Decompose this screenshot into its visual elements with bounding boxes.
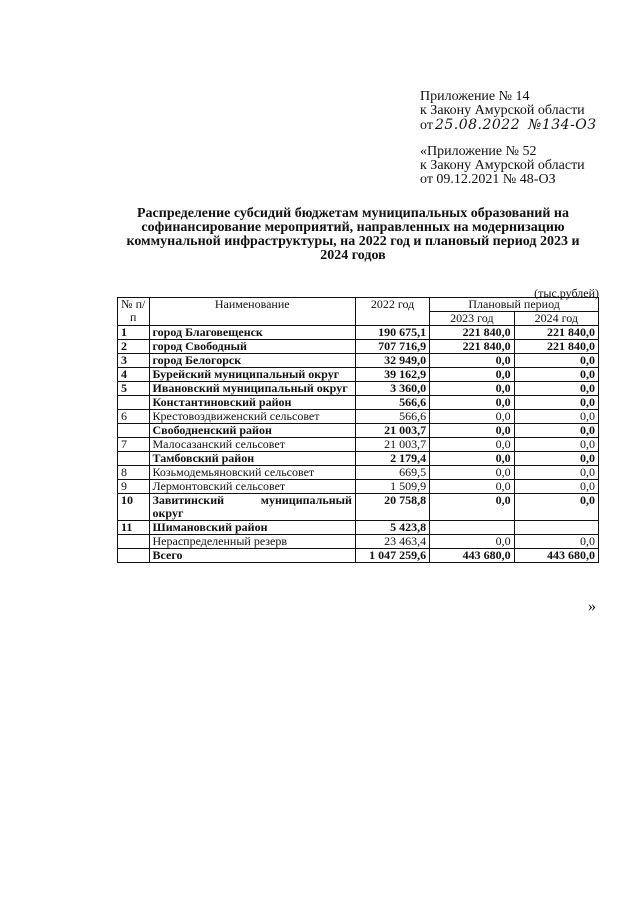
row-value-2022: 5 423,8 (355, 521, 429, 535)
row-value-2023: 0,0 (430, 452, 514, 466)
row-value-2022: 39 162,9 (355, 368, 429, 382)
row-value-2024: 0,0 (514, 452, 598, 466)
handwritten-date: 25.08.2022 (434, 117, 521, 133)
row-num: 8 (118, 466, 150, 480)
row-value-2024: 0,0 (514, 480, 598, 494)
header-num: № п/п (118, 298, 150, 326)
row-value-2024 (514, 521, 598, 535)
row-num: 11 (118, 521, 150, 535)
annex-current-line3 (420, 118, 597, 133)
annex-current-prefix: от (420, 118, 433, 133)
total-value-2023: 443 680,0 (430, 549, 514, 563)
table-row (118, 494, 599, 521)
row-name: город Благовещенск (149, 326, 355, 340)
row-value-2024: 221 840,0 (514, 326, 598, 340)
header-2024: 2024 год (514, 312, 598, 326)
row-value-2023: 0,0 (430, 438, 514, 452)
row-value-2022: 21 003,7 (355, 424, 429, 438)
handwritten-number: №134-ОЗ (528, 117, 597, 133)
table-row (118, 354, 599, 368)
row-name: Тамбовский район (149, 452, 355, 466)
row-num: 6 (118, 410, 150, 424)
table-total-row (118, 549, 599, 563)
row-value-2024: 0,0 (514, 466, 598, 480)
row-value-2023: 0,0 (430, 410, 514, 424)
table-row (118, 396, 599, 410)
header-2022: 2022 год (355, 298, 429, 326)
row-name: Константиновский район (149, 396, 355, 410)
row-name: город Свободный (149, 340, 355, 354)
table-row (118, 382, 599, 396)
annex-current-line1: Приложение № 14 (420, 89, 530, 104)
table-row (118, 340, 599, 354)
row-value-2024: 0,0 (514, 494, 598, 521)
row-value-2022: 2 179,4 (355, 452, 429, 466)
row-value-2022: 32 949,0 (355, 354, 429, 368)
row-name: Завитинский муниципальный округ (149, 494, 355, 521)
units-label: (тыс.рублей) (534, 286, 599, 300)
table-row (118, 480, 599, 494)
row-num: 10 (118, 494, 150, 521)
row-num: 5 (118, 382, 150, 396)
row-value-2022: 707 716,9 (355, 340, 429, 354)
row-name: город Белогорск (149, 354, 355, 368)
row-num (118, 396, 150, 410)
row-name: Нераспределенный резерв (149, 535, 355, 549)
row-value-2022: 20 758,8 (355, 494, 429, 521)
table-row (118, 521, 599, 535)
row-num: 7 (118, 438, 150, 452)
row-value-2024: 0,0 (514, 368, 598, 382)
row-value-2024: 0,0 (514, 438, 598, 452)
row-value-2023: 0,0 (430, 480, 514, 494)
row-value-2023: 0,0 (430, 535, 514, 549)
document-title (118, 207, 588, 263)
subsidy-table (117, 297, 599, 563)
table-row (118, 410, 599, 424)
row-value-2022: 23 463,4 (355, 535, 429, 549)
row-value-2023: 0,0 (430, 424, 514, 438)
row-num (118, 535, 150, 549)
table-row (118, 424, 599, 438)
row-value-2023 (430, 521, 514, 535)
row-name: Крестовоздвиженский сельсовет (149, 410, 355, 424)
table-row (118, 535, 599, 549)
header-name: Наименование (149, 298, 355, 326)
row-name: Ивановский муниципальный округ (149, 382, 355, 396)
row-value-2024: 0,0 (514, 535, 598, 549)
row-value-2023: 0,0 (430, 494, 514, 521)
row-value-2024: 0,0 (514, 382, 598, 396)
title-line3: коммунальной инфраструктуры, на 2022 год и плановый период 2023 и (126, 234, 580, 249)
table-row (118, 326, 599, 340)
closing-quote: » (588, 598, 596, 615)
header-planned: Плановый период (430, 298, 599, 312)
row-value-2023: 0,0 (430, 368, 514, 382)
row-name: Малосазанский сельсовет (149, 438, 355, 452)
row-name: Козьмодемьяновский сельсовет (149, 466, 355, 480)
row-num: 1 (118, 326, 150, 340)
table-header-row (118, 298, 599, 312)
annex-previous-line2: к Закону Амурской области (420, 158, 585, 173)
row-value-2024: 0,0 (514, 396, 598, 410)
total-value-2022: 1 047 259,6 (355, 549, 429, 563)
row-value-2024: 0,0 (514, 354, 598, 368)
row-value-2024: 0,0 (514, 410, 598, 424)
row-value-2023: 221 840,0 (430, 326, 514, 340)
row-num: 2 (118, 340, 150, 354)
annex-previous-block (420, 145, 585, 187)
row-value-2023: 0,0 (430, 396, 514, 410)
row-num: 9 (118, 480, 150, 494)
row-value-2022: 566,6 (355, 396, 429, 410)
row-num: 4 (118, 368, 150, 382)
row-value-2023: 221 840,0 (430, 340, 514, 354)
row-name: Лермонтовский сельсовет (149, 480, 355, 494)
table-row (118, 452, 599, 466)
row-value-2022: 566,6 (355, 410, 429, 424)
row-value-2024: 221 840,0 (514, 340, 598, 354)
row-value-2022: 3 360,0 (355, 382, 429, 396)
table-row (118, 438, 599, 452)
total-num (118, 549, 150, 563)
row-value-2023: 0,0 (430, 466, 514, 480)
header-2023: 2023 год (430, 312, 514, 326)
table-row (118, 368, 599, 382)
row-name: Бурейский муниципальный округ (149, 368, 355, 382)
annex-previous-line1: «Приложение № 52 (420, 144, 537, 159)
row-name: Свободненский район (149, 424, 355, 438)
row-num: 3 (118, 354, 150, 368)
row-num (118, 452, 150, 466)
row-value-2022: 669,5 (355, 466, 429, 480)
table-row (118, 466, 599, 480)
row-value-2022: 1 509,9 (355, 480, 429, 494)
annex-current-line2: к Закону Амурской области (420, 103, 585, 118)
row-value-2022: 190 675,1 (355, 326, 429, 340)
title-line2: софинансирование мероприятий, направленных на модернизацию (141, 220, 565, 235)
total-value-2024: 443 680,0 (514, 549, 598, 563)
row-value-2023: 0,0 (430, 382, 514, 396)
annex-current-block (420, 90, 597, 133)
annex-previous-line3: от 09.12.2021 № 48-ОЗ (420, 172, 556, 187)
title-line4: 2024 годов (320, 248, 386, 263)
row-num (118, 424, 150, 438)
row-value-2022: 21 003,7 (355, 438, 429, 452)
title-line1: Распределение субсидий бюджетам муниципальных образований на (137, 206, 569, 221)
total-label: Всего (149, 549, 355, 563)
row-value-2024: 0,0 (514, 424, 598, 438)
row-name: Шимановский район (149, 521, 355, 535)
row-value-2023: 0,0 (430, 354, 514, 368)
